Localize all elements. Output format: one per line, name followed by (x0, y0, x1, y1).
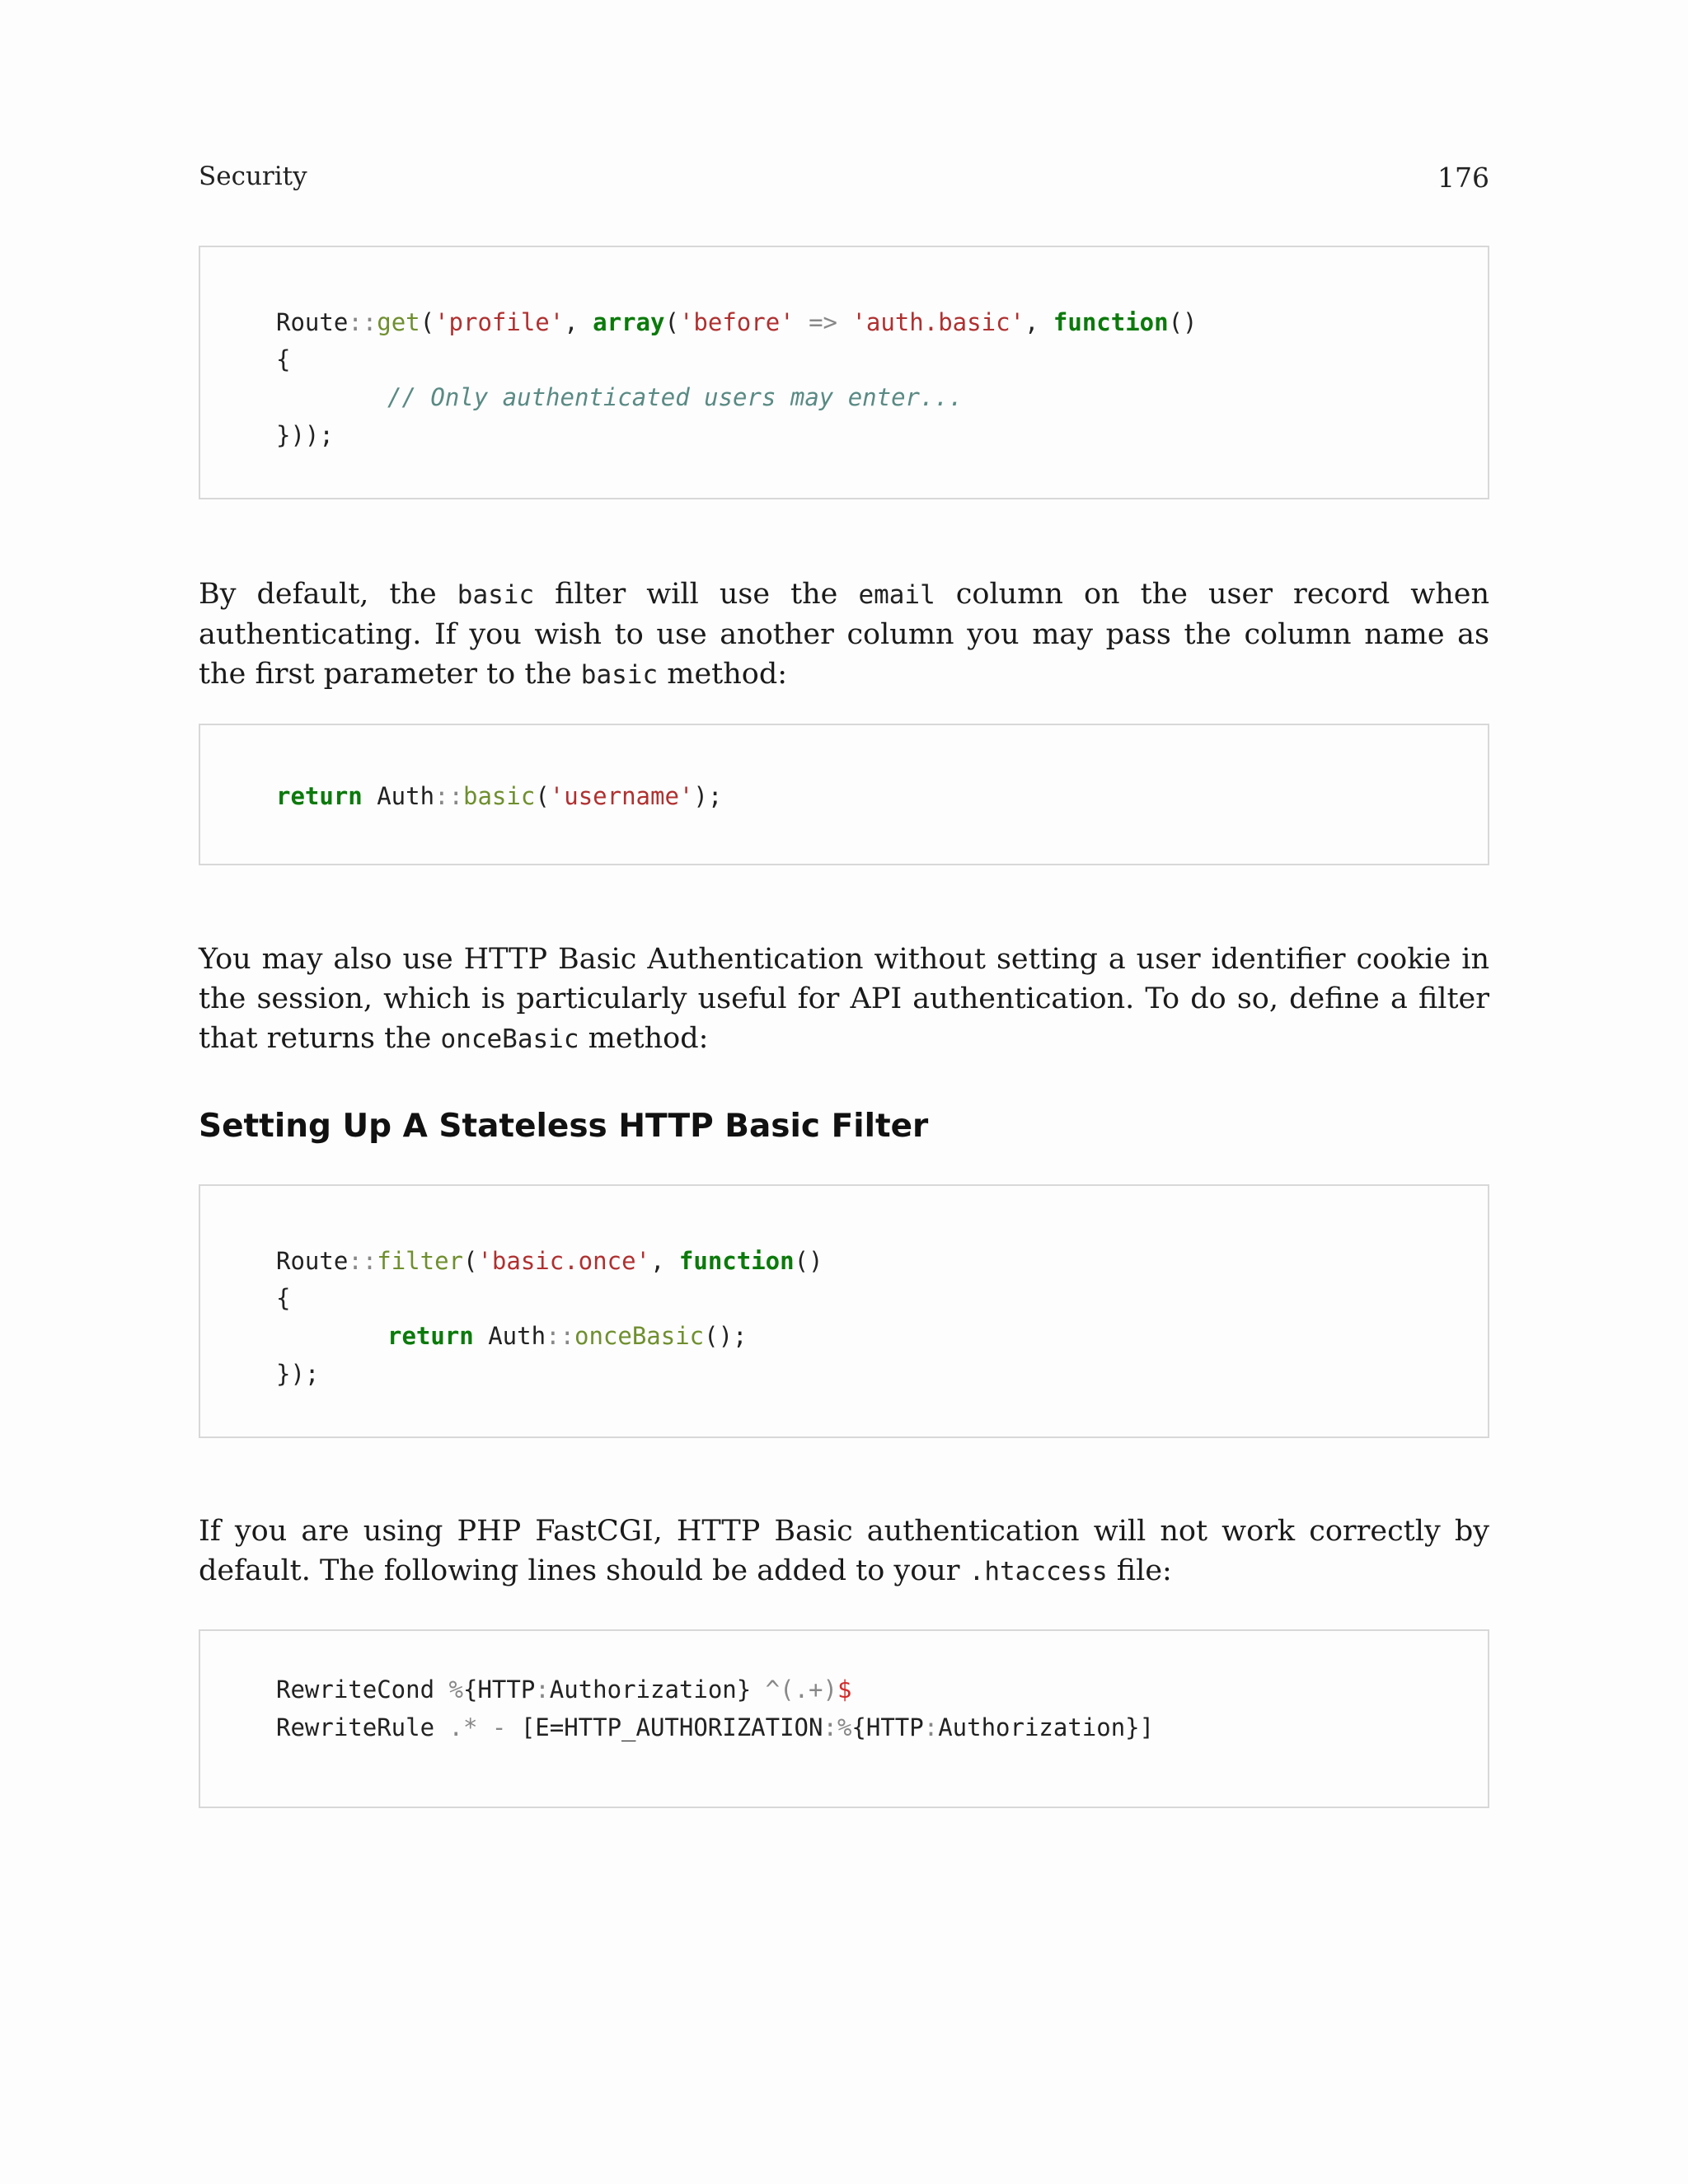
code-token: , (1024, 308, 1053, 336)
code-token: 'username' (549, 782, 694, 810)
code-token: filter (377, 1247, 463, 1275)
code-line (276, 1318, 748, 1355)
code-token: % (448, 1675, 463, 1704)
section-heading: Setting Up A Stateless HTTP Basic Filter (199, 1108, 929, 1145)
code-token: (); (704, 1322, 748, 1350)
code-token: Auth (362, 782, 435, 810)
code-token: ( (420, 308, 435, 336)
running-header (199, 162, 1489, 198)
code-line (276, 304, 1198, 341)
code-token: function (1053, 308, 1169, 336)
code-token: , (564, 308, 593, 336)
code-line (276, 1243, 823, 1280)
text-run: filter will use the (534, 578, 859, 611)
code-line: })); (276, 421, 334, 449)
code-token: .* - (448, 1713, 521, 1741)
code-token: % (837, 1713, 852, 1741)
text-run: method: (658, 658, 788, 691)
paragraph (199, 574, 1489, 695)
code-token: : (535, 1675, 550, 1704)
code-token: onceBasic (574, 1322, 705, 1350)
code-token: function (678, 1247, 795, 1275)
code-token: :: (546, 1322, 574, 1350)
code-line: }); (276, 1360, 320, 1388)
code-token: : (823, 1713, 837, 1741)
code-line: { (276, 1284, 291, 1312)
text-run: You may also use HTTP Basic Authentication without setting a user identifier cookie in the session, which is particularly useful for API authentication. To do so, define a filter that returns the (199, 943, 1489, 1055)
code-token: ( (535, 782, 550, 810)
code-token: () (794, 1247, 823, 1275)
text-run: By default, the (199, 578, 457, 611)
code-line (276, 1709, 1154, 1746)
code-token: () (1168, 308, 1198, 336)
code-token: 'auth.basic' (851, 308, 1025, 336)
text-run: method: (579, 1022, 709, 1055)
code-block-route-profile (199, 246, 1489, 499)
code-token: 'before' (678, 308, 795, 336)
code-token: basic (463, 782, 536, 810)
code-token: get (377, 308, 420, 336)
code-token: Route (276, 308, 349, 336)
code-token: 'profile' (434, 308, 565, 336)
text-run: If you are using PHP FastCGI, HTTP Basic authentication will not work correctly by default. The following lines should be added to your (199, 1515, 1489, 1587)
inline-code: onceBasic (440, 1024, 579, 1054)
code-token: :: (348, 308, 377, 336)
code-token: => (794, 308, 852, 336)
code-token: RewriteCond (276, 1675, 449, 1704)
code-token: ( (664, 308, 679, 336)
code-token: $ (837, 1675, 852, 1704)
code-line (276, 778, 722, 815)
code-token: Authorization} (549, 1675, 766, 1704)
code-token: Authorization}] (938, 1713, 1155, 1741)
inline-code: .htaccess (968, 1557, 1108, 1586)
code-block-htaccess (199, 1629, 1489, 1808)
code-token: :: (434, 782, 463, 810)
code-token: Auth (473, 1322, 546, 1350)
inline-code: basic (580, 660, 659, 690)
code-token: , (649, 1247, 679, 1275)
code-token: :: (348, 1247, 377, 1275)
text-run: file: (1107, 1554, 1172, 1587)
code-line: { (276, 345, 291, 373)
text-run: column on the user record when authenticating. If you wish to use another column you may pass the column name as the first parameter to the (199, 578, 1490, 691)
code-token: Route (276, 1247, 349, 1275)
code-token: ( (463, 1247, 478, 1275)
inline-code: basic (457, 580, 535, 610)
code-token: return (276, 782, 363, 810)
code-block-route-filter (199, 1184, 1489, 1438)
code-token: {HTTP (851, 1713, 924, 1741)
code-block-auth-basic (199, 724, 1489, 865)
code-token: : (923, 1713, 939, 1741)
code-token: 'basic.once' (477, 1247, 650, 1275)
code-line (276, 1671, 851, 1708)
code-token: ); (693, 782, 723, 810)
code-comment: // Only authenticated users may enter... (387, 383, 964, 411)
code-token: array (593, 308, 665, 336)
code-token: RewriteRule (276, 1713, 449, 1741)
inline-code: email (858, 580, 935, 610)
page-number: 176 (1437, 162, 1489, 194)
code-token: return (387, 1322, 474, 1350)
section-title: Security (199, 162, 307, 191)
code-token: ^(.+) (765, 1675, 837, 1704)
paragraph (199, 1511, 1489, 1591)
paragraph (199, 940, 1489, 1059)
code-line (276, 379, 963, 416)
code-token: {HTTP (462, 1675, 536, 1704)
code-token: [E=HTTP_AUTHORIZATION (520, 1713, 823, 1741)
